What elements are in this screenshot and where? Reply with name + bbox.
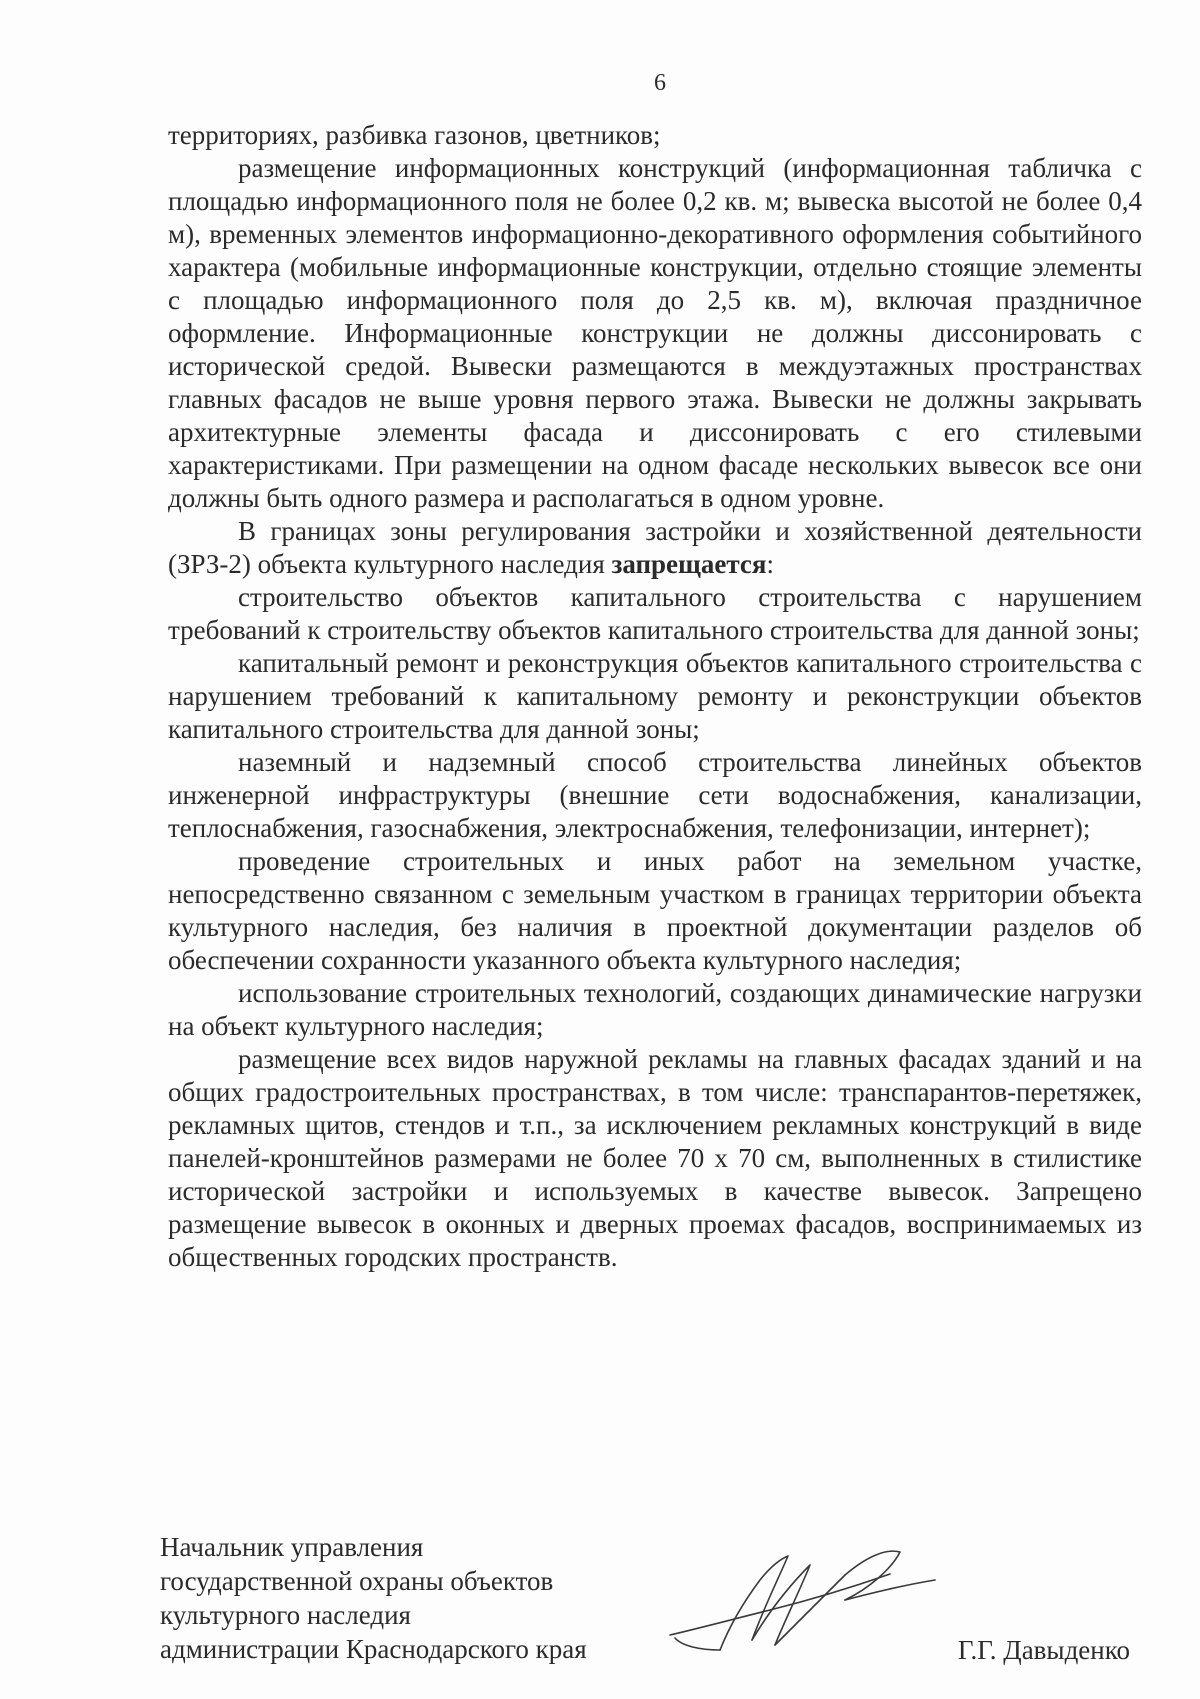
paragraph-advertising: размещение всех видов наружной рекламы на главных фасадах зданий и на общих градостроительных пространствах, в том числе: транспарантов-перетяжек, рекламных щитов, стендов и т.п., за исключением рекламных конструкций в виде панелей-кронштейнов размерами не более 70 х 70 см, выполненных в стилистике исторической застройки и используемых в качестве вывесок. Запрещено размещение вывесок в оконных и дверных проемах фасадов, воспринимаемых из общественных городских пространств. [168, 1044, 1142, 1272]
page-number: 6 [654, 70, 666, 96]
document-body [168, 119, 1142, 1274]
paragraph-works: проведение строительных и иных работ на земельном участке, непосредственно связанном с земельным участком в границах территории объекта культурного наследия, без наличия в проектной документации разделов об обеспечении сохранности указанного объекта культурного наследия; [168, 846, 1142, 975]
zrz2-intro-colon: : [766, 549, 775, 579]
paragraph-repair: капитальный ремонт и реконструкция объектов капитального строительства с нарушением требований к капитальному ремонту и реконструкции объектов капитального строительства для данной зоны; [168, 648, 1142, 744]
paragraph-technologies: использование строительных технологий, создающих динамические нагрузки на объект культурного наследия; [168, 978, 1142, 1041]
zrz2-intro-text: В границах зоны регулирования застройки и хозяйственной деятельности (ЗРЗ-2) объекта культурного наследия [168, 516, 1142, 579]
paragraph-info-structures: размещение информационных конструкций (информационная табличка с площадью информационного поля не более 0,2 кв. м; вывеска высотой не более 0,4 м), временных элементов информационно-декоративного оформления событийного характера (мобильные информационные конструкции, отдельно стоящие элементы с площадью информационного поля до 2,5 кв. м), включая праздничное оформление. Информационные конструкции не должны диссонировать с исторической средой. Вывески размещаются в междуэтажных пространствах главных фасадов не выше уровня первого этажа. Вывески не должны закрывать архитектурные элементы фасада и диссонировать с его стилевыми характеристиками. При размещении на одном фасаде нескольких вывесок все они должны быть одного размера и располагаться в одном уровне. [168, 153, 1142, 513]
paragraph-construction: строительство объектов капитального строительства с нарушением требований к строительству объектов капитального строительства для данной зоны; [168, 582, 1142, 645]
signatory-title [160, 1530, 587, 1666]
signatory-title-line: Начальник управления [160, 1532, 424, 1562]
paragraph-linear-objects: наземный и надземный способ строительства линейных объектов инженерной инфраструктуры (внешние сети водоснабжения, канализации, теплоснабжения, газоснабжения, электроснабжения, телефонизации, интернет); [168, 747, 1142, 843]
signatory-name: Г.Г. Давыденко [957, 1635, 1130, 1665]
prohibited-keyword: запрещается [611, 549, 767, 579]
paragraph-continuation: территориях, разбивка газонов, цветников; [168, 120, 661, 150]
signatory-title-line: администрации Краснодарского края [160, 1634, 587, 1664]
paragraph-zrz2-intro [168, 515, 1142, 581]
signature-block [160, 1530, 1150, 1670]
signatory-title-line: культурного наследия [160, 1600, 411, 1630]
handwritten-signature [660, 1530, 960, 1670]
signatory-title-line: государственной охраны объектов [160, 1566, 554, 1596]
